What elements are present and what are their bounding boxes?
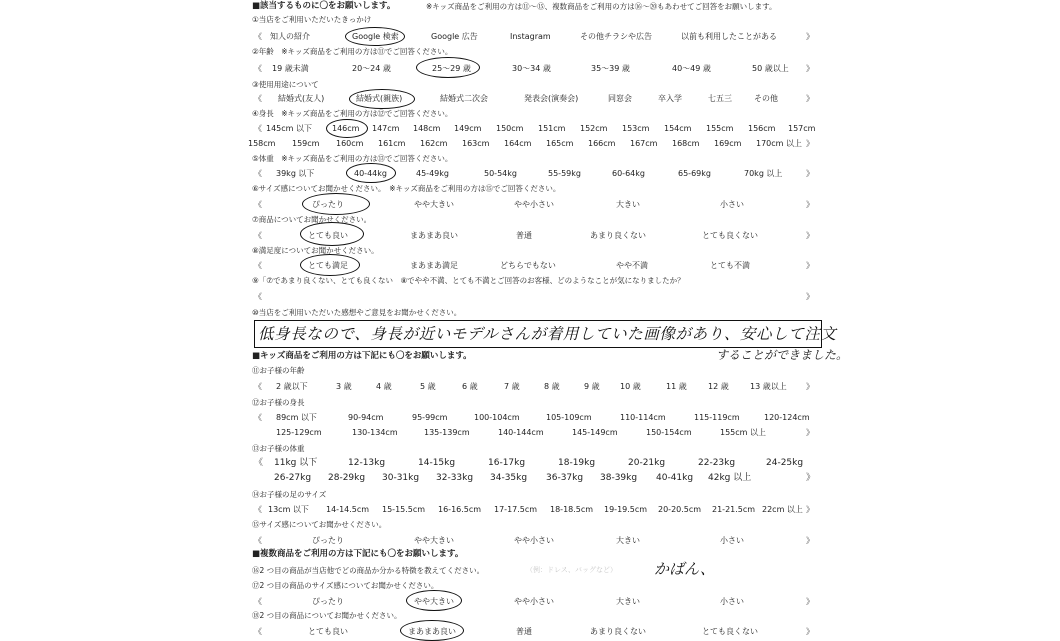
option[interactable]: 小さい xyxy=(720,536,744,545)
option[interactable]: 20〜24 歳 xyxy=(352,64,391,73)
option[interactable]: 七五三 xyxy=(708,94,732,103)
q14-options xyxy=(248,503,818,516)
option[interactable]: 149cm xyxy=(454,124,482,133)
option[interactable]: 4 歳 xyxy=(376,382,392,391)
option[interactable]: 16-17kg xyxy=(488,458,526,468)
option[interactable]: 167cm xyxy=(630,139,658,148)
option[interactable]: 小さい xyxy=(720,597,744,606)
bracket-open: 《 xyxy=(254,94,262,103)
option[interactable]: どちらでもない xyxy=(500,261,556,270)
option[interactable]: 40〜49 歳 xyxy=(672,64,711,73)
option[interactable]: 39kg 以下 xyxy=(276,169,315,178)
option[interactable]: 大きい xyxy=(616,536,640,545)
option[interactable]: その他 xyxy=(754,94,778,103)
bracket-close: 》 xyxy=(806,428,814,437)
option[interactable]: やや小さい xyxy=(514,536,554,545)
bracket-open: 《 xyxy=(254,169,262,178)
option[interactable]: 156cm xyxy=(748,124,776,133)
option[interactable]: 10 歳 xyxy=(620,382,641,391)
option[interactable]: 25〜29 歳 xyxy=(432,64,471,73)
option[interactable]: 9 歳 xyxy=(584,382,600,391)
bracket-close: 》 xyxy=(806,94,814,103)
bracket-close: 》 xyxy=(806,382,814,391)
option[interactable]: 7 歳 xyxy=(504,382,520,391)
option[interactable]: 結婚式(友人) xyxy=(278,94,325,103)
option[interactable]: とても満足 xyxy=(308,261,348,270)
q16-label: ⑯2 つ目の商品が当店他でどの商品か分かる特徴を教えてください。 （例：ドレス、バッグなど） xyxy=(252,566,617,575)
option[interactable]: 120-124cm xyxy=(764,413,810,422)
option[interactable]: 12-13kg xyxy=(348,458,386,468)
option[interactable]: 18-19kg xyxy=(558,458,596,468)
option[interactable]: 161cm xyxy=(378,139,406,148)
option[interactable]: 70kg 以上 xyxy=(744,169,783,178)
option[interactable]: 150-154cm xyxy=(646,428,692,437)
bracket-close: 》 xyxy=(806,292,814,301)
option[interactable]: ぴったり xyxy=(312,536,344,545)
option[interactable]: 以前も利用したことがある xyxy=(681,32,777,41)
bracket-open: 《 xyxy=(254,505,262,514)
q8-options xyxy=(248,259,818,272)
option[interactable]: 169cm xyxy=(714,139,742,148)
option[interactable]: 45-49kg xyxy=(416,169,449,178)
option[interactable]: 11kg 以下 xyxy=(274,458,318,468)
option[interactable]: とても不満 xyxy=(710,261,750,270)
handwritten-q16-answer: かばん、 xyxy=(654,560,715,578)
bracket-open: 《 xyxy=(254,261,262,270)
option[interactable]: 148cm xyxy=(413,124,441,133)
option[interactable]: 結婚式二次会 xyxy=(440,94,488,103)
bracket-close: 》 xyxy=(806,231,814,240)
option[interactable]: Instagram xyxy=(510,32,551,41)
q12-row1 xyxy=(248,411,818,424)
option[interactable]: 12 歳 xyxy=(708,382,729,391)
bracket-close: 》 xyxy=(806,597,814,606)
option[interactable]: 55-59kg xyxy=(548,169,581,178)
option[interactable]: 165cm xyxy=(546,139,574,148)
option[interactable]: やや大きい xyxy=(414,536,454,545)
option[interactable]: 11 歳 xyxy=(666,382,687,391)
option[interactable]: あまり良くない xyxy=(590,627,646,636)
option[interactable]: 小さい xyxy=(720,200,744,209)
option[interactable]: 22-23kg xyxy=(698,458,736,468)
option[interactable]: 159cm xyxy=(292,139,320,148)
option[interactable]: 6 歳 xyxy=(462,382,478,391)
option[interactable]: 8 歳 xyxy=(544,382,560,391)
bracket-open: 《 xyxy=(254,627,262,636)
option[interactable]: 95-99cm xyxy=(412,413,448,422)
option[interactable]: 110-114cm xyxy=(620,413,666,422)
option[interactable]: 20-20.5cm xyxy=(658,505,702,514)
option[interactable]: 24-25kg xyxy=(766,458,804,468)
option[interactable]: とても良くない xyxy=(702,231,758,240)
q11-options xyxy=(248,380,818,393)
q9-answer[interactable] xyxy=(248,290,818,303)
option[interactable]: 152cm xyxy=(580,124,608,133)
option[interactable]: 22cm 以上 xyxy=(762,505,803,514)
option[interactable]: 大きい xyxy=(616,597,640,606)
option[interactable]: 14-15kg xyxy=(418,458,456,468)
option[interactable]: まあまあ良い xyxy=(410,231,458,240)
option[interactable]: 32-33kg xyxy=(436,473,474,483)
option[interactable]: 14-14.5cm xyxy=(326,505,370,514)
option[interactable]: 163cm xyxy=(462,139,490,148)
header-note: ※キッズ商品をご利用の方は⑪〜⑮、複数商品をご利用の方は⑯〜⑳もあわせてご回答をお願いします。 xyxy=(426,2,777,11)
option[interactable]: 105-109cm xyxy=(546,413,592,422)
bracket-open: 《 xyxy=(254,124,262,133)
option[interactable]: 125-129cm xyxy=(276,428,322,437)
q13-row2 xyxy=(248,472,818,485)
option[interactable]: 151cm xyxy=(538,124,566,133)
option[interactable]: やや小さい xyxy=(514,200,554,209)
handwritten-comment-line1: 低身長なので、身長が近いモデルさんが着用していた画像があり、安心して注文 xyxy=(258,325,837,343)
bracket-open: 《 xyxy=(254,458,264,468)
bracket-close: 》 xyxy=(806,32,814,41)
option[interactable]: 21-21.5cm xyxy=(712,505,756,514)
q12-row2 xyxy=(248,426,818,439)
option[interactable]: 154cm xyxy=(664,124,692,133)
option[interactable]: まあまあ満足 xyxy=(410,261,458,270)
option[interactable]: 150cm xyxy=(496,124,524,133)
q13-row1 xyxy=(248,457,818,470)
option[interactable]: 146cm xyxy=(332,124,360,133)
bracket-open: 《 xyxy=(254,200,262,209)
option[interactable]: 36-37kg xyxy=(546,473,584,483)
bracket-open: 《 xyxy=(254,32,262,41)
q3-options xyxy=(248,92,818,105)
q16-faint-hint: （例：ドレス、バッグなど） xyxy=(526,566,617,574)
option[interactable]: 18-18.5cm xyxy=(550,505,594,514)
option[interactable]: 普通 xyxy=(516,627,532,636)
q7-options xyxy=(248,229,818,242)
option[interactable]: 162cm xyxy=(420,139,448,148)
q1-options xyxy=(248,30,818,43)
option[interactable]: 卒入学 xyxy=(658,94,682,103)
option[interactable]: とても良くない xyxy=(702,627,758,636)
option[interactable]: 結婚式(親族) xyxy=(356,94,403,103)
option[interactable]: 115-119cm xyxy=(694,413,740,422)
option[interactable]: 157cm xyxy=(788,124,816,133)
option[interactable]: やや小さい xyxy=(514,597,554,606)
bracket-open: 《 xyxy=(254,536,262,545)
option[interactable]: 34-35kg xyxy=(490,473,528,483)
option[interactable]: 13cm 以下 xyxy=(268,505,309,514)
option[interactable]: 147cm xyxy=(372,124,400,133)
q2-options xyxy=(248,62,818,75)
bracket-close: 》 xyxy=(806,200,814,209)
option[interactable]: 160cm xyxy=(336,139,364,148)
option[interactable]: 20-21kg xyxy=(628,458,666,468)
option[interactable]: 2 歳以下 xyxy=(276,382,308,391)
option[interactable]: 168cm xyxy=(672,139,700,148)
option[interactable]: その他チラシや広告 xyxy=(580,32,652,41)
option[interactable]: 90-94cm xyxy=(348,413,384,422)
bracket-open: 《 xyxy=(254,597,262,606)
bracket-close: 》 xyxy=(806,505,814,514)
bracket-close: 》 xyxy=(806,536,814,545)
option[interactable]: 153cm xyxy=(622,124,650,133)
option[interactable]: 16-16.5cm xyxy=(438,505,482,514)
option[interactable]: 130-134cm xyxy=(352,428,398,437)
bracket-close: 》 xyxy=(806,473,816,483)
option[interactable]: 13 歳以上 xyxy=(750,382,787,391)
option[interactable]: 50 歳以上 xyxy=(752,64,789,73)
option[interactable]: 60-64kg xyxy=(612,169,645,178)
option[interactable]: 89cm 以下 xyxy=(276,413,317,422)
option[interactable]: 145-149cm xyxy=(572,428,618,437)
header-title: ■該当するものに〇をお願いします。 xyxy=(252,1,396,11)
bracket-close: 》 xyxy=(806,64,814,73)
option[interactable]: 145cm 以下 xyxy=(266,124,313,133)
option[interactable]: 158cm xyxy=(248,139,276,148)
bracket-close: 》 xyxy=(806,627,814,636)
option[interactable]: 35〜39 歳 xyxy=(591,64,630,73)
option[interactable]: まあまあ良い xyxy=(408,627,456,636)
q18-options xyxy=(248,625,818,638)
option[interactable]: Google 広告 xyxy=(431,32,478,41)
option[interactable]: 166cm xyxy=(588,139,616,148)
option[interactable]: とても良い xyxy=(308,231,348,240)
option[interactable]: 17-17.5cm xyxy=(494,505,538,514)
option[interactable]: ぴったり xyxy=(312,597,344,606)
option[interactable]: 30〜34 歳 xyxy=(512,64,551,73)
option[interactable]: 普通 xyxy=(516,231,532,240)
option[interactable]: 135-139cm xyxy=(424,428,470,437)
q5-options xyxy=(248,167,818,180)
option[interactable]: 65-69kg xyxy=(678,169,711,178)
option[interactable]: 大きい xyxy=(616,200,640,209)
option[interactable]: ぴったり xyxy=(312,200,344,209)
bracket-open: 《 xyxy=(254,413,262,422)
option[interactable]: 164cm xyxy=(504,139,532,148)
option[interactable]: 26-27kg xyxy=(274,473,312,483)
option[interactable]: やや不満 xyxy=(616,261,648,270)
option[interactable]: 38-39kg xyxy=(600,473,638,483)
option[interactable]: 42kg 以上 xyxy=(708,473,752,483)
bracket-close: 》 xyxy=(806,139,814,148)
option[interactable]: 発表会(演奏会) xyxy=(524,94,579,103)
option[interactable]: 19-19.5cm xyxy=(604,505,648,514)
option[interactable]: 15-15.5cm xyxy=(382,505,426,514)
bracket-close: 》 xyxy=(806,169,814,178)
option[interactable]: 5 歳 xyxy=(420,382,436,391)
bracket-close: 》 xyxy=(806,261,814,270)
option[interactable]: 30-31kg xyxy=(382,473,420,483)
q6-options xyxy=(248,198,818,211)
option[interactable]: Google 検索 xyxy=(352,32,399,41)
option[interactable]: 100-104cm xyxy=(474,413,520,422)
bracket-open: 《 xyxy=(254,382,262,391)
option[interactable]: やや大きい xyxy=(414,200,454,209)
bracket-open: 《 xyxy=(254,64,262,73)
survey-form: ■該当するものに〇をお願いします。 ※キッズ商品をご利用の方は⑪〜⑮、複数商品をご利用の方は⑯〜⑳もあわせてご回答をお願いします。 ①当店をご利用いただいたきっかけ 《 知人の紹介 Google 検索 Google 広告 Instagram その他チラシや広告 以前も利用したことがある 》 ②年齢 ※キッズ商品をご利用の方は⑪でご回答ください。 《 19 歳未満 20〜24 歳 25〜29 歳 30〜34 歳 35〜39 歳 40〜49 歳 50 歳以上 》 ③使用用途について 《 結婚式(友人) 結婚式(親族) 結婚式二次会 発表会(演奏会) 同窓会 卒入学 七五三 その他 》 ④身長 ※キッズ商品をご利用の方は⑫でご回答ください。 《 145cm 以下 146cm 147cm 148cm 149cm 150cm 151cm 152cm 153cm 154cm 155cm 156cm 157cm 158cm 159cm 160cm 161cm 162cm 163cm 164cm 165cm 166cm 167cm 168cm 169cm 170cm 以上 》 ⑤体重 ※キッズ商品をご利用の方は⑬でご回答ください。 《 39kg 以下 40-44kg 45-49kg 50-54kg 55-59kg 60-64kg 65-69kg 70kg 以上 》 ⑥サイズ感についてお聞かせください。 ※キッズ商品をご利用の方は⑮でご回答ください。 《 ぴったり やや大きい やや小さい 大きい 小さい 》 ⑦商品についてお聞かせください。 《 とても良い まあまあ良い 普通 あまり良くない とても良くない 》 ⑧満足度についてお聞かせください。 《 とても満足 まあまあ満足 どちらでもない やや不満 とても不満 》 ⑨「⑦であまり良くない、とても良くない ⑧でやや不満、とても不満とご回答のお客様、どのようなことが気になりましたか？ 《 》 ⑩当店をご利用いただいた感想やご意見をお聞かせください。 低身長なので、身長が近いモデルさんが着用していた画像があり、安心して注文 することができました。 ■キッズ商品をご利用の方は下記にも〇をお願いします。 ⑪お子様の年齢 《 2 歳以下 3 歳 4 歳 5 歳 6 歳 7 歳 8 歳 9 歳 10 歳 11 歳 12 歳 13 歳以上 》 ⑫お子様の身長 《 89cm 以下 90-94cm 95-99cm 100-104cm 105-109cm 110-114cm 115-119cm 120-124cm 125-129cm 130-134cm 135-139cm 140-144cm 145-149cm 150-154cm 155cm 以上 》 ⑬お子様の体重 《 11kg 以下 12-13kg 14-15kg 16-17kg 18-19kg 20-21kg 22-23kg 24-25kg 26-27kg 28-29kg 30-31kg 32-33kg 34-35kg 36-37kg 38-39kg 40-41kg 42kg 以上 》 ⑭お子様の足のサイズ 《 13cm 以下 14-14.5cm 15-15.5cm 16-16.5cm 17-17.5cm 18-18.5cm 19-19.5cm 20-20.5cm 21-21.5cm 22cm 以上 》 ⑮サイズ感についてお聞かせください。 《 ぴったり やや大きい やや小さい 大きい 小さい 》 ■複数商品をご利用の方は下記にも〇をお願いします。 ⑯2 つ目の商品が当店他でどの商品か分かる特徴を教えてください。 （例：ドレス、バッグなど） かばん、 ⑰2 つ目の商品のサイズ感についてお聞かせください。 《 ぴったり やや大きい やや小さい 大きい 小さい 》 ⑱2 つ目の商品についてお聞かせください。 《 とても良い まあまあ良い 普通 あまり良くない とても良くない 》 xyxy=(248,0,818,640)
option[interactable]: 50-54kg xyxy=(484,169,517,178)
q4-row2 xyxy=(248,137,818,150)
option[interactable]: 40-41kg xyxy=(656,473,694,483)
option[interactable]: 3 歳 xyxy=(336,382,352,391)
option[interactable]: 155cm 以上 xyxy=(720,428,767,437)
option[interactable]: 40-44kg xyxy=(354,169,387,178)
option[interactable]: とても良い xyxy=(308,627,348,636)
handwritten-comment-line2: することができました。 xyxy=(716,348,849,362)
bracket-open: 《 xyxy=(254,292,262,301)
option[interactable]: 28-29kg xyxy=(328,473,366,483)
option[interactable]: 155cm xyxy=(706,124,734,133)
q4-row1 xyxy=(248,122,818,135)
option[interactable]: 同窓会 xyxy=(608,94,632,103)
q17-options xyxy=(248,595,818,608)
option[interactable]: やや大きい xyxy=(414,597,454,606)
option[interactable]: 19 歳未満 xyxy=(272,64,309,73)
option[interactable]: 140-144cm xyxy=(498,428,544,437)
option[interactable]: 知人の紹介 xyxy=(270,32,310,41)
option[interactable]: 170cm 以上 xyxy=(756,139,803,148)
q15-options xyxy=(248,534,818,547)
bracket-open: 《 xyxy=(254,231,262,240)
option[interactable]: あまり良くない xyxy=(590,231,646,240)
